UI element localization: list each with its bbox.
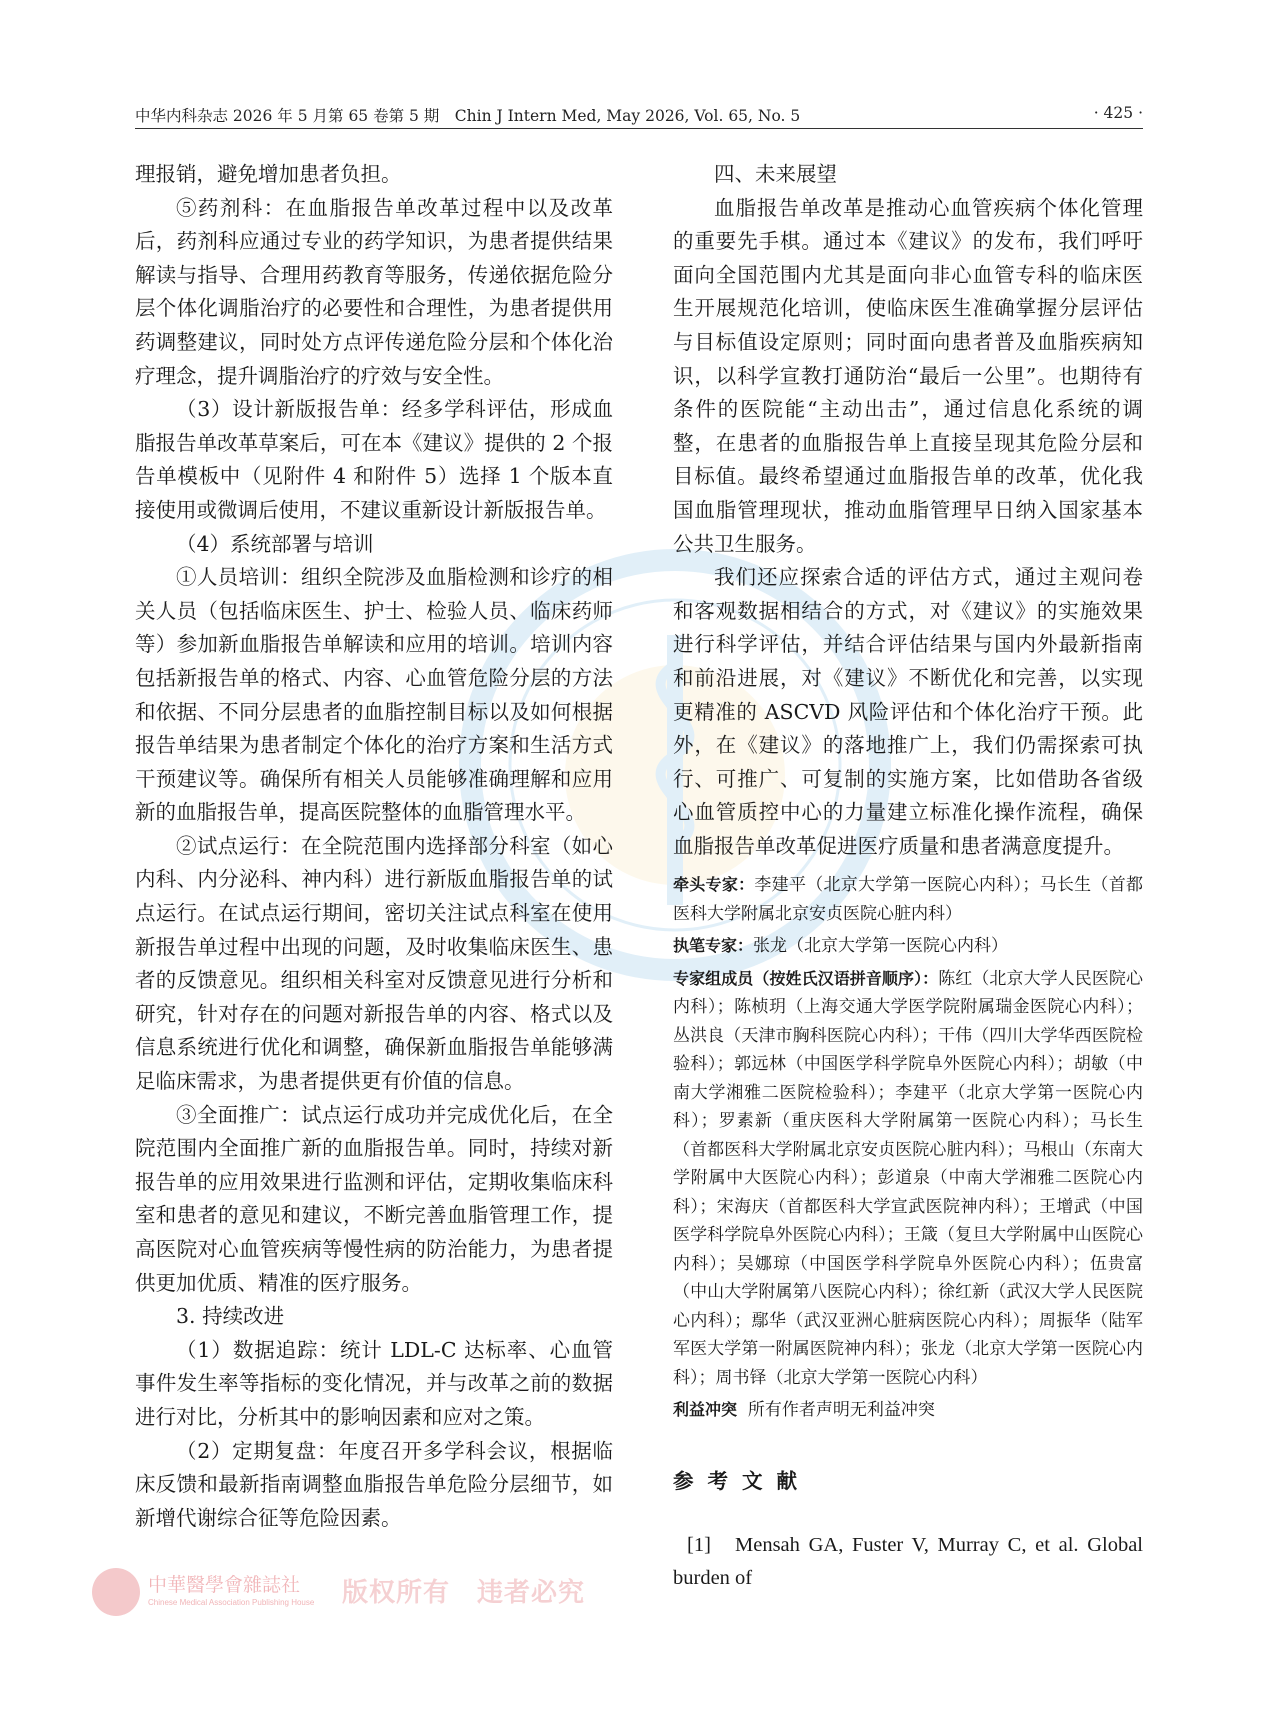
expert-members-label: 专家组成员（按姓氏汉语拼音顺序）：	[673, 968, 939, 988]
expert-members-text: 陈红（北京大学人民医院心内科）；陈桢玥（上海交通大学医学院附属瑞金医院心内科）；丛洪良（天津市胸科医院心内科）；干伟（四川大学华西医院检验科）；郭远林（中国医学科学院阜外医院心内科）；胡敏（中南大学湘雅二医院检验科）；李建平（北京大学第一医院心内科）；罗素新（重庆医科大学附属第一医院心内科）；马长生（首都医科大学附属北京安贞医院心脏内科）；马根山（东南大学附属中大医院心内科）；彭道泉（中南大学湘雅二医院心内科）；宋海庆（首都医科大学宣武医院神内科）；王增武（中国医学科学院阜外医院心内科）；王箴（复旦大学附属中山医院心内科）；吴娜琼（中国医学科学院阜外医院心内科）；伍贵富（中山大学附属第八医院心内科）；徐红新（武汉大学人民医院心内科）；鄢华（武汉亚洲心脏病医院心内科）；周振华（陆军军医大学第一附属医院神内科）；张龙（北京大学第一医院心内科）；周书铎（北京大学第一医院心内科）	[673, 968, 1143, 1388]
paragraph: 理报销，避免增加患者负担。	[135, 162, 402, 186]
writing-expert-text: 张龙（北京大学第一医院心内科）	[753, 936, 1009, 957]
left-column	[135, 158, 613, 1535]
reference-number: [1]	[687, 1533, 711, 1556]
journal-citation: 中华内科杂志 2026 年 5 月第 65 卷第 5 期 Chin J Intern Med, May 2026, Vol. 65, No. 5	[135, 107, 801, 125]
paragraph: ②试点运行：在全院范围内选择部分科室（如心内科、内分泌科、神内科）进行新版血脂报告单的试点运行。在试点运行期间，密切关注试点科室在使用新报告单过程中出现的问题，及时收集临床医生、患者的反馈意见。组织相关科室对反馈意见进行分析和研究，针对存在的问题对新报告单的内容、格式以及信息系统进行优化和调整，确保新血脂报告单能够满足临床需求，为患者提供更有价值的信息。	[135, 833, 613, 1094]
conflict-of-interest	[673, 1396, 1143, 1425]
publisher-name: 中華醫學會雜誌社	[148, 1574, 301, 1596]
writing-expert-label: 执笔专家：	[673, 936, 754, 956]
reference-item	[673, 1529, 1143, 1596]
paragraph: 血脂报告单改革是推动心血管疾病个体化管理的重要先手棋。通过本《建议》的发布，我们呼吁面向全国范围内尤其是面向非心血管专科的临床医生开展规范化培训，使临床医生准确掌握分层评估与目标值设定原则；同时面向患者普及血脂疾病知识，以科学宣教打通防治“最后一公里”。也期待有条件的医院能“主动出击”，通过信息化系统的调整，在患者的血脂报告单上直接呈现其危险分层和目标值。最终希望通过血脂报告单的改革，优化我国血脂管理现状，推动血脂管理早日纳入国家基本公共卫生服务。	[673, 195, 1143, 556]
conflict-text: 所有作者声明无利益冲突	[747, 1400, 935, 1421]
lead-experts	[673, 871, 1143, 928]
publisher-logo-icon	[92, 1568, 140, 1616]
header-divider	[135, 128, 1143, 129]
paragraph: ⑤药剂科：在血脂报告单改革过程中以及改革后，药剂科应通过专业的药学知识，为患者提供结果解读与指导、合理用药教育等服务，传递依据危险分层个体化调脂治疗的必要性和合理性，为患者提供用药调整建议，同时处方点评传递危险分层和个体化治疗理念，提升调脂治疗的疗效与安全性。	[135, 195, 613, 388]
paragraph: （2）定期复盘：年度召开多学科会议，根据临床反馈和最新指南调整血脂报告单危险分层细节，如新增代谢综合征等危险因素。	[135, 1438, 613, 1530]
copyright-notice: 版权所有 违者必究	[342, 1578, 586, 1608]
expert-members	[673, 965, 1143, 1393]
publisher-name-en: Chinese Medical Association Publishing House	[148, 1598, 315, 1607]
references-title: 参考文献	[673, 1468, 811, 1493]
section-title: 四、未来展望	[714, 162, 837, 186]
lead-experts-label: 牵头专家：	[673, 875, 755, 895]
publisher-watermark	[92, 1566, 586, 1626]
paragraph: （1）数据追踪：统计 LDL-C 达标率、心血管事件发生率等指标的变化情况，并与改革之前的数据进行对比，分析其中的影响因素和应对之策。	[135, 1337, 613, 1429]
right-column	[673, 158, 1143, 1596]
writing-expert	[673, 932, 1143, 961]
lead-experts-text: 李建平（北京大学第一医院心内科）；马长生（首都医科大学附属北京安贞医院心脏内科）	[673, 875, 1143, 924]
paragraph: ③全面推广：试点运行成功并完成优化后，在全院范围内全面推广新的血脂报告单。同时，持续对新报告单的应用效果进行监测和评估，定期收集临床科室和患者的意见和建议，不断完善血脂管理工作，提高医院对心血管疾病等慢性病的防治能力，为患者提供更加优质、精准的医疗服务。	[135, 1102, 613, 1295]
page-number: · 425 ·	[1093, 104, 1143, 122]
paragraph: ①人员培训：组织全院涉及血脂检测和诊疗的相关人员（包括临床医生、护士、检验人员、临床药师等）参加新血脂报告单解读和应用的培训。培训内容包括新报告单的格式、内容、心血管危险分层的方法和依据、不同分层患者的血脂控制目标以及如何根据报告单结果为患者制定个体化的治疗方案和生活方式干预建议等。确保所有相关人员能够准确理解和应用新的血脂报告单，提高医院整体的血脂管理水平。	[135, 565, 613, 825]
running-header	[135, 104, 1143, 128]
paragraph: （3）设计新版报告单：经多学科评估，形成血脂报告单改革草案后，可在本《建议》提供的 2 个报告单模板中（见附件 4 和附件 5）选择 1 个版本直接使用或微调后使用，不建议重新设计新版报告单。	[135, 397, 613, 522]
paragraph: 我们还应探索合适的评估方式，通过主观问卷和客观数据相结合的方式，对《建议》的实施效果进行科学评估，并结合评估结果与国内外最新指南和前沿进展，对《建议》不断优化和完善，以实现更精准的 ASCVD 风险评估和个体化治疗干预。此外，在《建议》的落地推广上，我们仍需探索可执行、可推广、可复制的实施方案，比如借助各省级心血管质控中心的力量建立标准化操作流程，确保血脂报告单改革促进医疗质量和患者满意度提升。	[673, 565, 1143, 858]
subsection-heading: （4）系统部署与培训	[176, 531, 374, 556]
subsection-heading: 3. 持续改进	[176, 1304, 285, 1329]
reference-text: Mensah GA, Fuster V, Murray C, et al. Global burden of	[673, 1533, 1143, 1590]
conflict-label: 利益冲突	[673, 1400, 738, 1420]
